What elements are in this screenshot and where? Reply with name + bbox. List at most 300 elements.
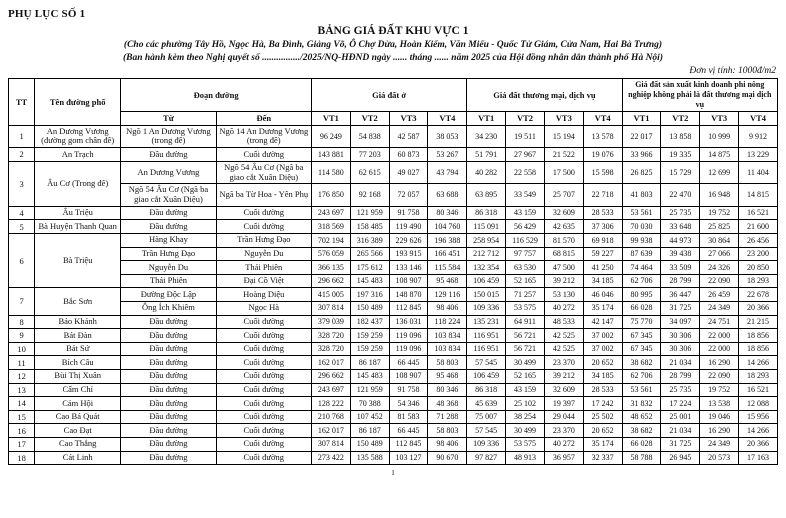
street-name-cell: An Dương Vương (đường gom chân đê)	[35, 125, 121, 148]
table-row	[9, 125, 778, 148]
price-cell: 32 609	[544, 383, 583, 397]
subtitle-resolution: (Ban hành kèm theo Nghị quyết số ................/2025/NQ-HĐND ngày ...... tháng ...... năm 2025 của Hội đồng nhân dân thành phố Hà Nội)	[122, 53, 663, 63]
price-cell: 18 293	[739, 369, 778, 383]
price-cell: 42 147	[583, 315, 622, 329]
price-cell: 38 682	[622, 356, 661, 370]
price-cell: 243 697	[311, 206, 350, 220]
price-cell: 42 635	[544, 220, 583, 234]
price-cell: 30 306	[661, 329, 700, 343]
price-cell: 43 159	[506, 206, 545, 220]
price-cell: 90 670	[428, 451, 467, 465]
price-cell: 70 388	[350, 397, 389, 411]
table-row	[9, 315, 778, 329]
price-cell: 17 242	[583, 397, 622, 411]
price-cell: 31 725	[661, 437, 700, 451]
price-cell: 175 612	[350, 261, 389, 275]
price-cell: 21 034	[661, 356, 700, 370]
price-cell: 119 096	[389, 342, 428, 356]
header-segment: Đoạn đường	[121, 79, 312, 112]
price-cell: 15 194	[544, 125, 583, 148]
price-cell: 34 185	[583, 369, 622, 383]
price-cell: 48 652	[622, 410, 661, 424]
price-cell: 75 770	[622, 315, 661, 329]
header-vt2-commercial: VT2	[506, 112, 545, 126]
segment-to-cell: Hoàng Diệu	[216, 288, 311, 302]
table-row	[9, 274, 778, 288]
price-cell: 56 429	[506, 220, 545, 234]
price-cell: 11 404	[739, 161, 778, 184]
price-cell: 133 146	[389, 261, 428, 275]
street-name-cell: Cát Linh	[35, 451, 121, 465]
price-cell: 52 165	[506, 274, 545, 288]
price-cell: 106 459	[467, 274, 506, 288]
price-cell: 44 973	[661, 234, 700, 248]
price-cell: 26 456	[739, 234, 778, 248]
appendix-label: PHỤ LỤC SỐ 1	[8, 8, 86, 20]
price-cell: 14 815	[739, 184, 778, 207]
segment-from-cell: Đầu đường	[121, 206, 216, 220]
price-cell: 25 001	[661, 410, 700, 424]
segment-to-cell: Cuối đường	[216, 451, 311, 465]
segment-from-cell: An Dương Vương	[121, 161, 216, 184]
price-cell: 15 729	[661, 161, 700, 184]
price-cell: 18 856	[739, 342, 778, 356]
price-cell: 16 290	[700, 424, 739, 438]
price-cell: 118 224	[428, 315, 467, 329]
table-row	[9, 184, 778, 207]
price-cell: 150 489	[350, 301, 389, 315]
segment-to-cell: Cuối đường	[216, 397, 311, 411]
price-cell: 25 102	[506, 397, 545, 411]
price-cell: 13 538	[700, 397, 739, 411]
row-number-cell: 1	[9, 125, 35, 148]
street-name-cell: Âu Triệu	[35, 206, 121, 220]
price-cell: 22 470	[661, 184, 700, 207]
price-cell: 193 915	[389, 247, 428, 261]
segment-to-cell: Cuối đường	[216, 206, 311, 220]
header-vt4-commercial: VT4	[583, 112, 622, 126]
price-cell: 119 096	[389, 329, 428, 343]
unit-note: Đơn vị tính: 1000đ/m2	[689, 66, 776, 76]
price-cell: 21 215	[739, 315, 778, 329]
price-cell: 22 678	[739, 288, 778, 302]
price-cell: 150 489	[350, 437, 389, 451]
table-row	[9, 288, 778, 302]
price-cell: 37 002	[583, 342, 622, 356]
street-name-cell: Cao Bá Quát	[35, 410, 121, 424]
header-vt3-production: VT3	[700, 112, 739, 126]
price-cell: 128 222	[311, 397, 350, 411]
header-vt1-production: VT1	[622, 112, 661, 126]
row-number-cell: 6	[9, 234, 35, 288]
price-cell: 273 422	[311, 451, 350, 465]
price-cell: 75 007	[467, 410, 506, 424]
price-cell: 53 575	[506, 437, 545, 451]
segment-to-cell: Ngõ 54 Âu Cơ (Ngã ba giao cắt Xuân Diệu)	[216, 161, 311, 184]
street-name-cell: Bảo Khánh	[35, 315, 121, 329]
price-cell: 66 445	[389, 424, 428, 438]
price-cell: 16 290	[700, 356, 739, 370]
row-number-cell: 12	[9, 369, 35, 383]
price-cell: 17 224	[661, 397, 700, 411]
price-cell: 80 346	[428, 383, 467, 397]
price-cell: 229 626	[389, 234, 428, 248]
price-cell: 28 799	[661, 274, 700, 288]
header-vt1-residential: VT1	[311, 112, 350, 126]
price-cell: 150 015	[467, 288, 506, 302]
price-cell: 24 326	[700, 261, 739, 275]
price-cell: 66 445	[389, 356, 428, 370]
table-row	[9, 342, 778, 356]
price-cell: 97 757	[506, 247, 545, 261]
price-cell: 145 483	[350, 369, 389, 383]
price-cell: 26 825	[622, 161, 661, 184]
segment-from-cell: Ngõ 54 Âu Cơ (Ngã ba giao cắt Xuân Diệu)	[121, 184, 216, 207]
price-cell: 48 533	[544, 315, 583, 329]
price-cell: 135 231	[467, 315, 506, 329]
row-number-cell: 5	[9, 220, 35, 234]
price-cell: 54 346	[389, 397, 428, 411]
price-cell: 52 165	[506, 369, 545, 383]
price-cell: 66 028	[622, 437, 661, 451]
price-cell: 296 662	[311, 369, 350, 383]
price-cell: 27 066	[700, 247, 739, 261]
street-name-cell: Bắc Sơn	[35, 288, 121, 315]
price-cell: 162 017	[311, 424, 350, 438]
street-name-cell: An Trạch	[35, 148, 121, 162]
price-cell: 81 583	[389, 410, 428, 424]
price-cell: 30 499	[506, 356, 545, 370]
price-cell: 67 345	[622, 342, 661, 356]
price-cell: 119 490	[389, 220, 428, 234]
price-cell: 43 794	[428, 161, 467, 184]
price-cell: 265 566	[350, 247, 389, 261]
price-cell: 25 735	[661, 206, 700, 220]
price-cell: 30 499	[506, 424, 545, 438]
price-cell: 159 259	[350, 342, 389, 356]
price-cell: 24 751	[700, 315, 739, 329]
price-cell: 26 459	[700, 288, 739, 302]
price-cell: 20 573	[700, 451, 739, 465]
price-cell: 20 652	[583, 356, 622, 370]
price-cell: 48 368	[428, 397, 467, 411]
price-cell: 19 752	[700, 206, 739, 220]
segment-to-cell: Cuối đường	[216, 148, 311, 162]
price-cell: 41 803	[622, 184, 661, 207]
price-cell: 20 652	[583, 424, 622, 438]
segment-from-cell: Đầu đường	[121, 424, 216, 438]
price-cell: 59 227	[583, 247, 622, 261]
price-cell: 103 834	[428, 329, 467, 343]
price-cell: 95 468	[428, 274, 467, 288]
price-cell: 40 272	[544, 301, 583, 315]
segment-to-cell: Cuối đường	[216, 424, 311, 438]
price-cell: 29 044	[544, 410, 583, 424]
table-row	[9, 437, 778, 451]
header-vt1-commercial: VT1	[467, 112, 506, 126]
segment-to-cell: Cuối đường	[216, 342, 311, 356]
price-cell: 68 815	[544, 247, 583, 261]
price-cell: 71 257	[506, 288, 545, 302]
table-row	[9, 261, 778, 275]
price-cell: 39 212	[544, 274, 583, 288]
header-vt4-residential: VT4	[428, 112, 467, 126]
price-cell: 104 760	[428, 220, 467, 234]
price-cell: 38 254	[506, 410, 545, 424]
price-cell: 91 758	[389, 383, 428, 397]
price-cell: 62 615	[350, 161, 389, 184]
price-cell: 196 388	[428, 234, 467, 248]
price-cell: 96 249	[311, 125, 350, 148]
segment-from-cell: Đường Độc Lập	[121, 288, 216, 302]
price-cell: 86 187	[350, 356, 389, 370]
price-cell: 36 447	[661, 288, 700, 302]
price-cell: 62 706	[622, 274, 661, 288]
price-cell: 35 174	[583, 301, 622, 315]
row-number-cell: 11	[9, 356, 35, 370]
segment-from-cell: Trần Hưng Đạo	[121, 247, 216, 261]
price-cell: 114 580	[311, 161, 350, 184]
segment-to-cell: Thái Phiên	[216, 261, 311, 275]
price-cell: 21 600	[739, 220, 778, 234]
header-tt: TT	[9, 79, 35, 126]
price-cell: 210 768	[311, 410, 350, 424]
page-number: 1	[391, 468, 395, 478]
price-cell: 109 336	[467, 301, 506, 315]
street-name-cell: Cao Đạt	[35, 424, 121, 438]
price-cell: 328 720	[311, 329, 350, 343]
price-cell: 70 030	[622, 220, 661, 234]
price-cell: 34 097	[661, 315, 700, 329]
price-cell: 136 031	[389, 315, 428, 329]
price-cell: 121 959	[350, 383, 389, 397]
price-cell: 23 370	[544, 424, 583, 438]
price-cell: 66 028	[622, 301, 661, 315]
price-cell: 60 873	[389, 148, 428, 162]
segment-to-cell: Cuối đường	[216, 437, 311, 451]
street-name-cell: Cao Thắng	[35, 437, 121, 451]
segment-to-cell: Cuối đường	[216, 410, 311, 424]
price-cell: 108 907	[389, 274, 428, 288]
street-name-cell: Bát Đàn	[35, 329, 121, 343]
street-name-cell: Bà Huyện Thanh Quan	[35, 220, 121, 234]
segment-from-cell: Đầu đường	[121, 369, 216, 383]
price-cell: 16 948	[700, 184, 739, 207]
price-cell: 64 911	[506, 315, 545, 329]
price-cell: 63 530	[506, 261, 545, 275]
price-cell: 25 502	[583, 410, 622, 424]
price-cell: 18 293	[739, 274, 778, 288]
segment-to-cell: Cuối đường	[216, 220, 311, 234]
price-cell: 296 662	[311, 274, 350, 288]
price-cell: 21 522	[544, 148, 583, 162]
price-cell: 23 200	[739, 247, 778, 261]
table-row	[9, 220, 778, 234]
street-name-cell: Bích Câu	[35, 356, 121, 370]
header-street-name: Tên đường phố	[35, 79, 121, 126]
segment-to-cell: Đại Cồ Việt	[216, 274, 311, 288]
price-cell: 23 370	[544, 356, 583, 370]
price-cell: 33 549	[506, 184, 545, 207]
price-cell: 212 712	[467, 247, 506, 261]
table-row	[9, 451, 778, 465]
price-cell: 37 002	[583, 329, 622, 343]
price-cell: 34 230	[467, 125, 506, 148]
price-cell: 31 725	[661, 301, 700, 315]
price-cell: 24 349	[700, 437, 739, 451]
price-cell: 19 397	[544, 397, 583, 411]
price-cell: 51 791	[467, 148, 506, 162]
price-cell: 19 335	[661, 148, 700, 162]
segment-from-cell: Đầu đường	[121, 329, 216, 343]
price-cell: 56 721	[506, 342, 545, 356]
price-cell: 56 721	[506, 329, 545, 343]
price-cell: 98 406	[428, 301, 467, 315]
price-cell: 62 706	[622, 369, 661, 383]
price-cell: 17 163	[739, 451, 778, 465]
segment-from-cell: Đầu đường	[121, 315, 216, 329]
price-cell: 63 895	[467, 184, 506, 207]
price-cell: 307 814	[311, 437, 350, 451]
price-cell: 108 907	[389, 369, 428, 383]
price-cell: 18 856	[739, 329, 778, 343]
price-cell: 33 966	[622, 148, 661, 162]
street-name-cell: Âu Cơ (Trong đê)	[35, 161, 121, 206]
price-cell: 33 648	[661, 220, 700, 234]
price-cell: 121 959	[350, 206, 389, 220]
price-cell: 74 464	[622, 261, 661, 275]
street-name-cell: Bùi Thị Xuân	[35, 369, 121, 383]
price-cell: 129 116	[428, 288, 467, 302]
price-cell: 69 918	[583, 234, 622, 248]
row-number-cell: 9	[9, 329, 35, 343]
price-cell: 98 406	[428, 437, 467, 451]
price-cell: 30 306	[661, 342, 700, 356]
price-cell: 43 159	[506, 383, 545, 397]
segment-to-cell: Cuối đường	[216, 356, 311, 370]
price-cell: 162 017	[311, 356, 350, 370]
price-cell: 132 354	[467, 261, 506, 275]
row-number-cell: 4	[9, 206, 35, 220]
price-cell: 135 588	[350, 451, 389, 465]
price-cell: 22 000	[700, 329, 739, 343]
price-cell: 103 127	[389, 451, 428, 465]
price-cell: 58 803	[428, 424, 467, 438]
row-number-cell: 17	[9, 437, 35, 451]
segment-to-cell: Cuối đường	[216, 369, 311, 383]
table-row	[9, 397, 778, 411]
price-cell: 71 288	[428, 410, 467, 424]
row-number-cell: 18	[9, 451, 35, 465]
table-row	[9, 410, 778, 424]
price-cell: 40 282	[467, 161, 506, 184]
street-name-cell: Cấm Chỉ	[35, 383, 121, 397]
price-cell: 103 834	[428, 342, 467, 356]
price-cell: 115 091	[467, 220, 506, 234]
price-cell: 41 250	[583, 261, 622, 275]
price-cell: 38 053	[428, 125, 467, 148]
price-cell: 109 336	[467, 437, 506, 451]
price-cell: 197 316	[350, 288, 389, 302]
price-cell: 28 533	[583, 383, 622, 397]
price-cell: 25 825	[700, 220, 739, 234]
price-cell: 91 758	[389, 206, 428, 220]
segment-to-cell: Ngã ba Từ Hoa - Yên Phụ	[216, 184, 311, 207]
header-production-price: Giá đất sản xuất kinh doanh phi nông nghiệp không phải là đất thương mại dịch vụ	[622, 79, 777, 112]
table-row	[9, 424, 778, 438]
price-cell: 15 956	[739, 410, 778, 424]
price-cell: 13 229	[739, 148, 778, 162]
price-cell: 53 267	[428, 148, 467, 162]
price-cell: 159 259	[350, 329, 389, 343]
header-row-columns	[9, 112, 778, 126]
price-cell: 116 951	[467, 329, 506, 343]
price-cell: 16 521	[739, 206, 778, 220]
price-cell: 42 587	[389, 125, 428, 148]
price-cell: 53 575	[506, 301, 545, 315]
price-cell: 42 525	[544, 329, 583, 343]
price-cell: 316 389	[350, 234, 389, 248]
segment-from-cell: Đầu đường	[121, 397, 216, 411]
row-number-cell: 15	[9, 410, 35, 424]
price-cell: 99 938	[622, 234, 661, 248]
price-cell: 72 057	[389, 184, 428, 207]
header-commercial-price: Giá đất thương mại, dịch vụ	[467, 79, 622, 112]
segment-from-cell: Thái Phiên	[121, 274, 216, 288]
price-cell: 36 957	[544, 451, 583, 465]
price-cell: 28 533	[583, 206, 622, 220]
price-cell: 58 803	[428, 356, 467, 370]
price-cell: 145 483	[350, 274, 389, 288]
price-cell: 13 578	[583, 125, 622, 148]
price-cell: 22 558	[506, 161, 545, 184]
price-cell: 25 707	[544, 184, 583, 207]
price-cell: 31 832	[622, 397, 661, 411]
table-row	[9, 234, 778, 248]
price-cell: 19 752	[700, 383, 739, 397]
row-number-cell: 8	[9, 315, 35, 329]
price-cell: 22 090	[700, 274, 739, 288]
price-cell: 158 485	[350, 220, 389, 234]
price-cell: 53 561	[622, 383, 661, 397]
price-cell: 42 525	[544, 342, 583, 356]
price-cell: 58 788	[622, 451, 661, 465]
row-number-cell: 3	[9, 161, 35, 206]
price-cell: 318 569	[311, 220, 350, 234]
header-vt2-residential: VT2	[350, 112, 389, 126]
price-cell: 34 185	[583, 274, 622, 288]
table-row	[9, 301, 778, 315]
price-cell: 47 500	[544, 261, 583, 275]
row-number-cell: 14	[9, 397, 35, 411]
price-cell: 112 845	[389, 301, 428, 315]
land-price-table	[8, 78, 778, 465]
price-cell: 19 046	[700, 410, 739, 424]
table-row	[9, 247, 778, 261]
price-cell: 53 561	[622, 206, 661, 220]
street-name-cell: Cảm Hội	[35, 397, 121, 411]
price-cell: 106 459	[467, 369, 506, 383]
price-cell: 27 967	[506, 148, 545, 162]
segment-to-cell: Cuối đường	[216, 315, 311, 329]
price-cell: 176 850	[311, 184, 350, 207]
page-title: BẢNG GIÁ ĐẤT KHU VỰC 1	[317, 25, 469, 37]
row-number-cell: 10	[9, 342, 35, 356]
price-cell: 22 017	[622, 125, 661, 148]
row-number-cell: 13	[9, 383, 35, 397]
segment-from-cell: Đầu đường	[121, 437, 216, 451]
table-row	[9, 206, 778, 220]
